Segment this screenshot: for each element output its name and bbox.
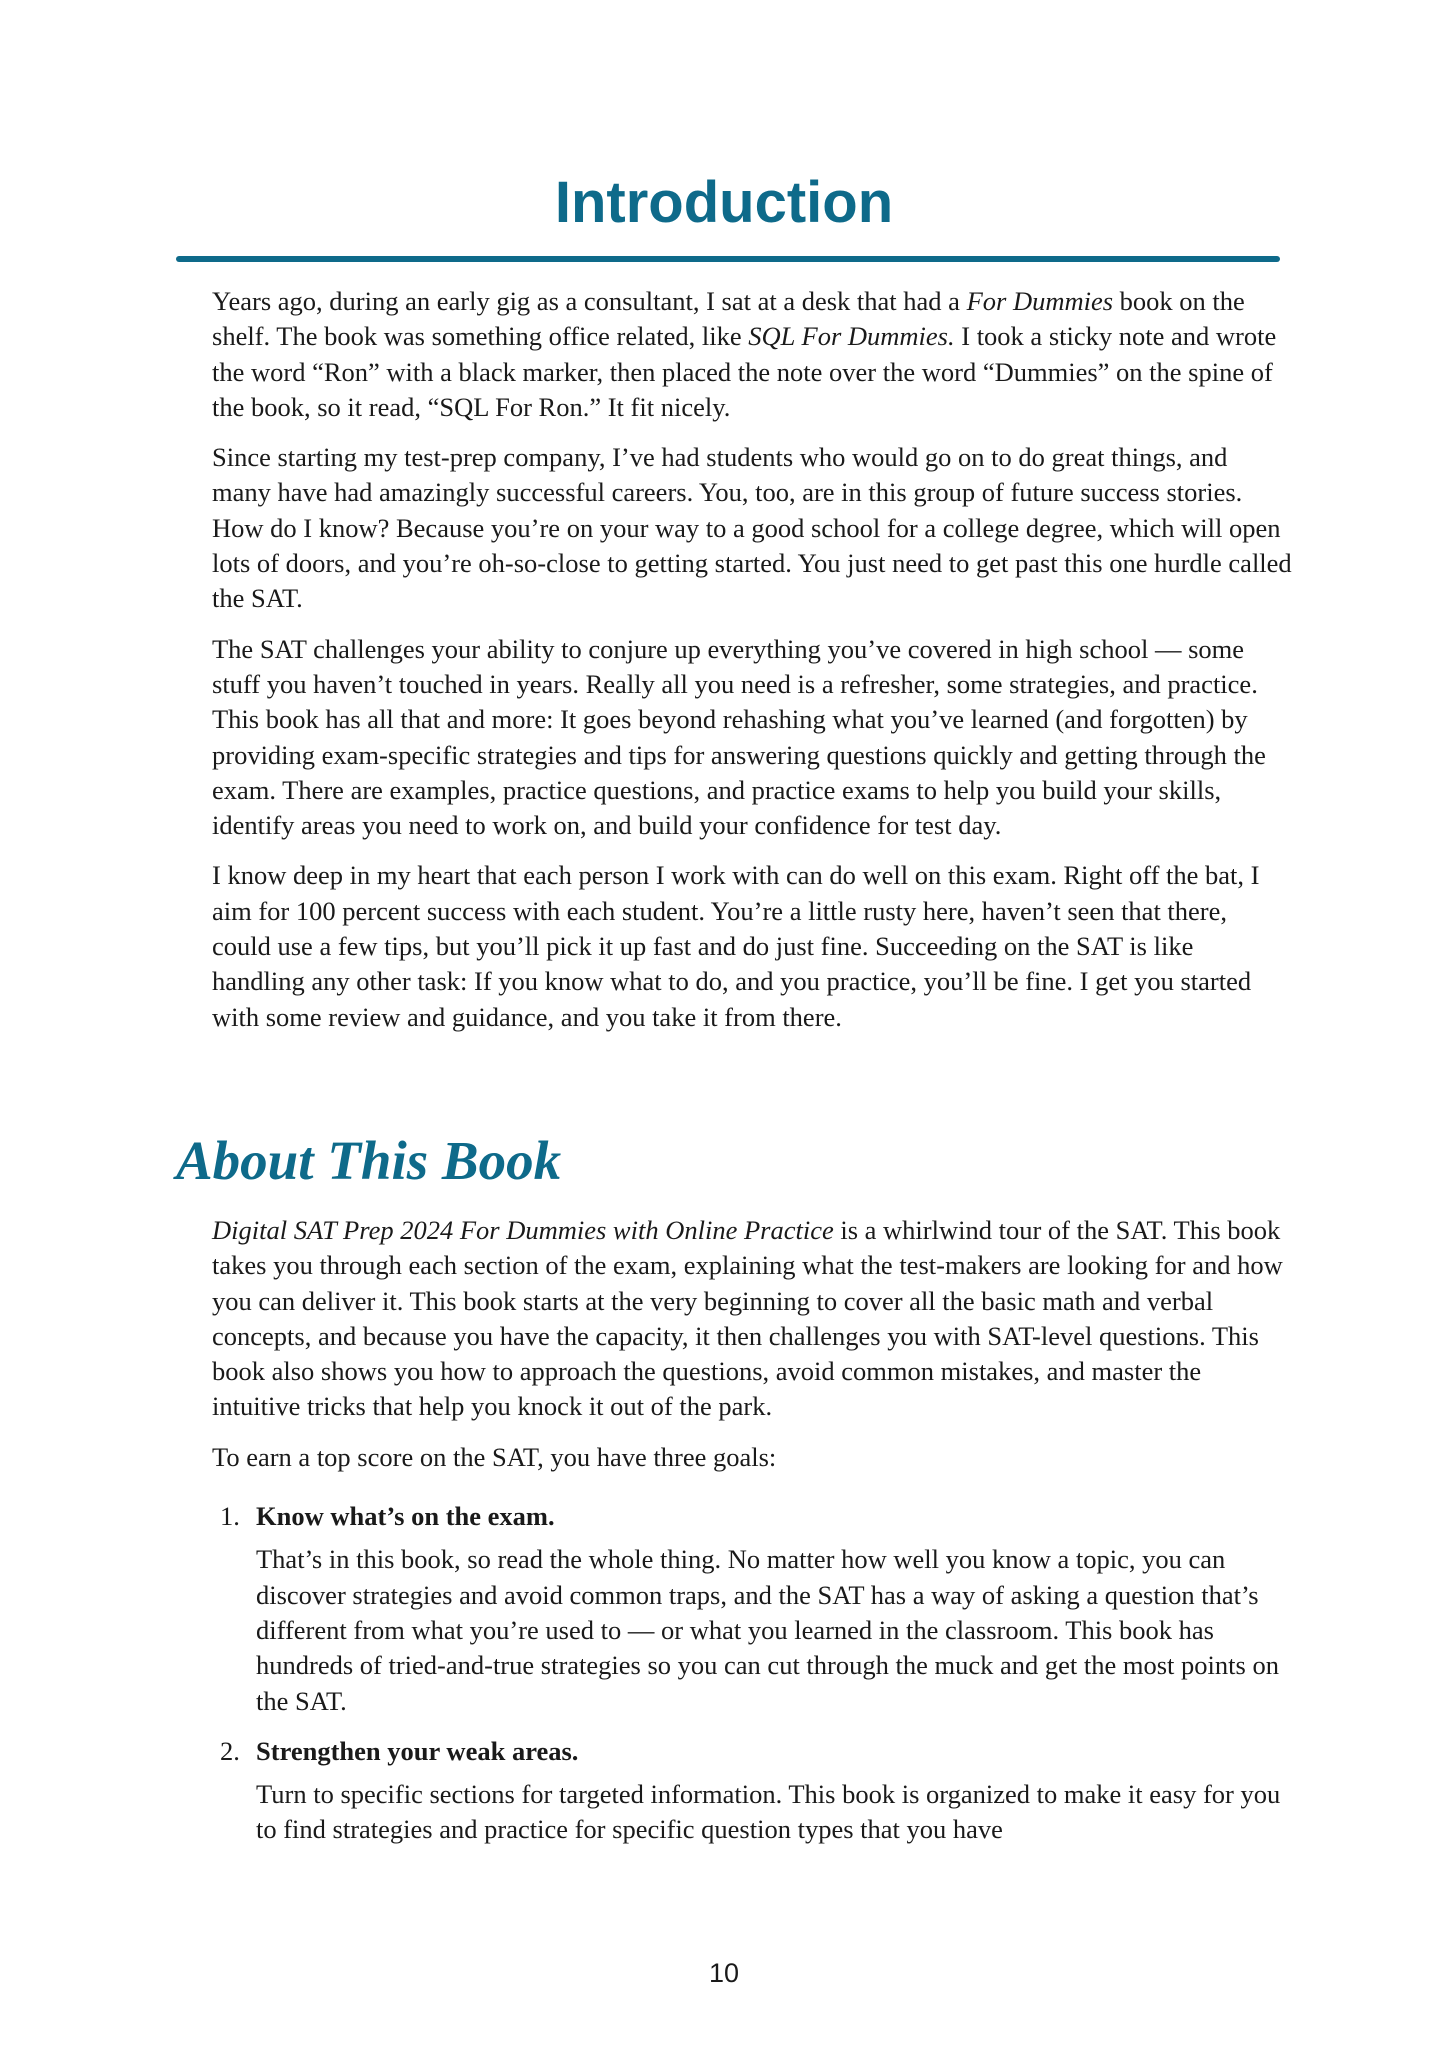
list-item-heading: Know what’s on the exam. [256,1501,555,1532]
about-paragraph-1: Digital SAT Prep 2024 For Dummies with Online Practice is a whirlwind tour of the SAT. This book takes you through each section of the exam, explaining what the test-makers are looking for and how you can deliver it. This book starts at the very beginning to cover all the basic math and verbal concepts, and because you have the capacity, it then challenges you with SAT-level questions. This book also shows you how to approach the questions, avoid common mistakes, and master the intuitive tricks that help you knock it out of the park. [212,1215,1283,1422]
intro-paragraph-2: Since starting my test-prep company, I’ve had students who would go on to do great things, and many have had amazingly successful careers. You, too, are in this group of future success stories. How do I know? Because you’re on your way to a good school for a college degree, which will open lots of doors, and you’re oh-so-close to getting started. You just need to get past this one hurdle called the SAT. [212,442,1292,614]
list-item-number: 1. [220,1501,240,1532]
section-heading-about: About This Book [176,1130,562,1191]
intro-section [212,284,1292,1050]
list-item [212,1734,1292,1848]
italic-book-title: Digital SAT Prep 2024 For Dummies with Online Practice [212,1215,834,1245]
list-item-number: 2. [220,1735,240,1766]
chapter-title: Introduction [554,170,894,235]
about-paragraph-2: To earn a top score on the SAT, you have three goals: [212,1441,777,1472]
list-item-body: That’s in this book, so read the whole thing. No matter how well you know a topic, you can discover strategies and avoid common traps, and the SAT has a way of asking a question that’s different from what you’re used to — or what you learned in the classroom. This book has hundreds of tried-and-true strategies so you can cut through the muck and get the most points on the SAT. [256,1544,1279,1716]
intro-paragraph-4: I know deep in my heart that each person I work with can do well on this exam. Right off the bat, I aim for 100 percent success with each student. You’re a little rusty here, haven’t seen that there, could use a few tips, but you’ll pick it up fast and do just fine. Succeeding on the SAT is like handling any other task: If you know what to do, and you practice, you’ll be fine. I get you started with some review and guidance, and you take it from there. [212,860,1260,1032]
intro-paragraph-3: The SAT challenges your ability to conjure up everything you’ve covered in high school — some stuff you haven’t touched in years. Really all you need is a refresher, some strategies, and practice. This book has all that and more: It goes beyond rehashing what you’ve learned (and forgotten) by providing exam-specific strategies and tips for answering questions quickly and getting through the exam. There are examples, practice questions, and practice exams to help you build your skills, identify areas you need to work on, and build your confidence for test day. [212,633,1266,841]
italic-title: SQL For Dummies. [748,321,955,352]
title-underline-rule [176,256,1280,262]
goals-list [212,1499,1292,1848]
about-section [212,1213,1292,1863]
italic-title: For Dummies [966,286,1114,316]
page-number: 10 [708,1958,740,1988]
list-item-heading: Strengthen your weak areas. [256,1735,579,1766]
intro-paragraph-1: Years ago, during an early gig as a consultant, I sat at a desk that had a For Dummies book on the shelf. The book was something office related, like SQL For Dummies. I took a sticky note and wrote the word “Ron” with a black marker, then placed the note over the word “Dummies” on the spine of the book, so it read, “SQL For Ron.” It fit nicely. [212,286,1277,422]
list-item [212,1499,1292,1719]
list-item-body: Turn to specific sections for targeted information. This book is organized to make it easy for you to find strategies and practice for specific question types that you have [256,1779,1281,1845]
